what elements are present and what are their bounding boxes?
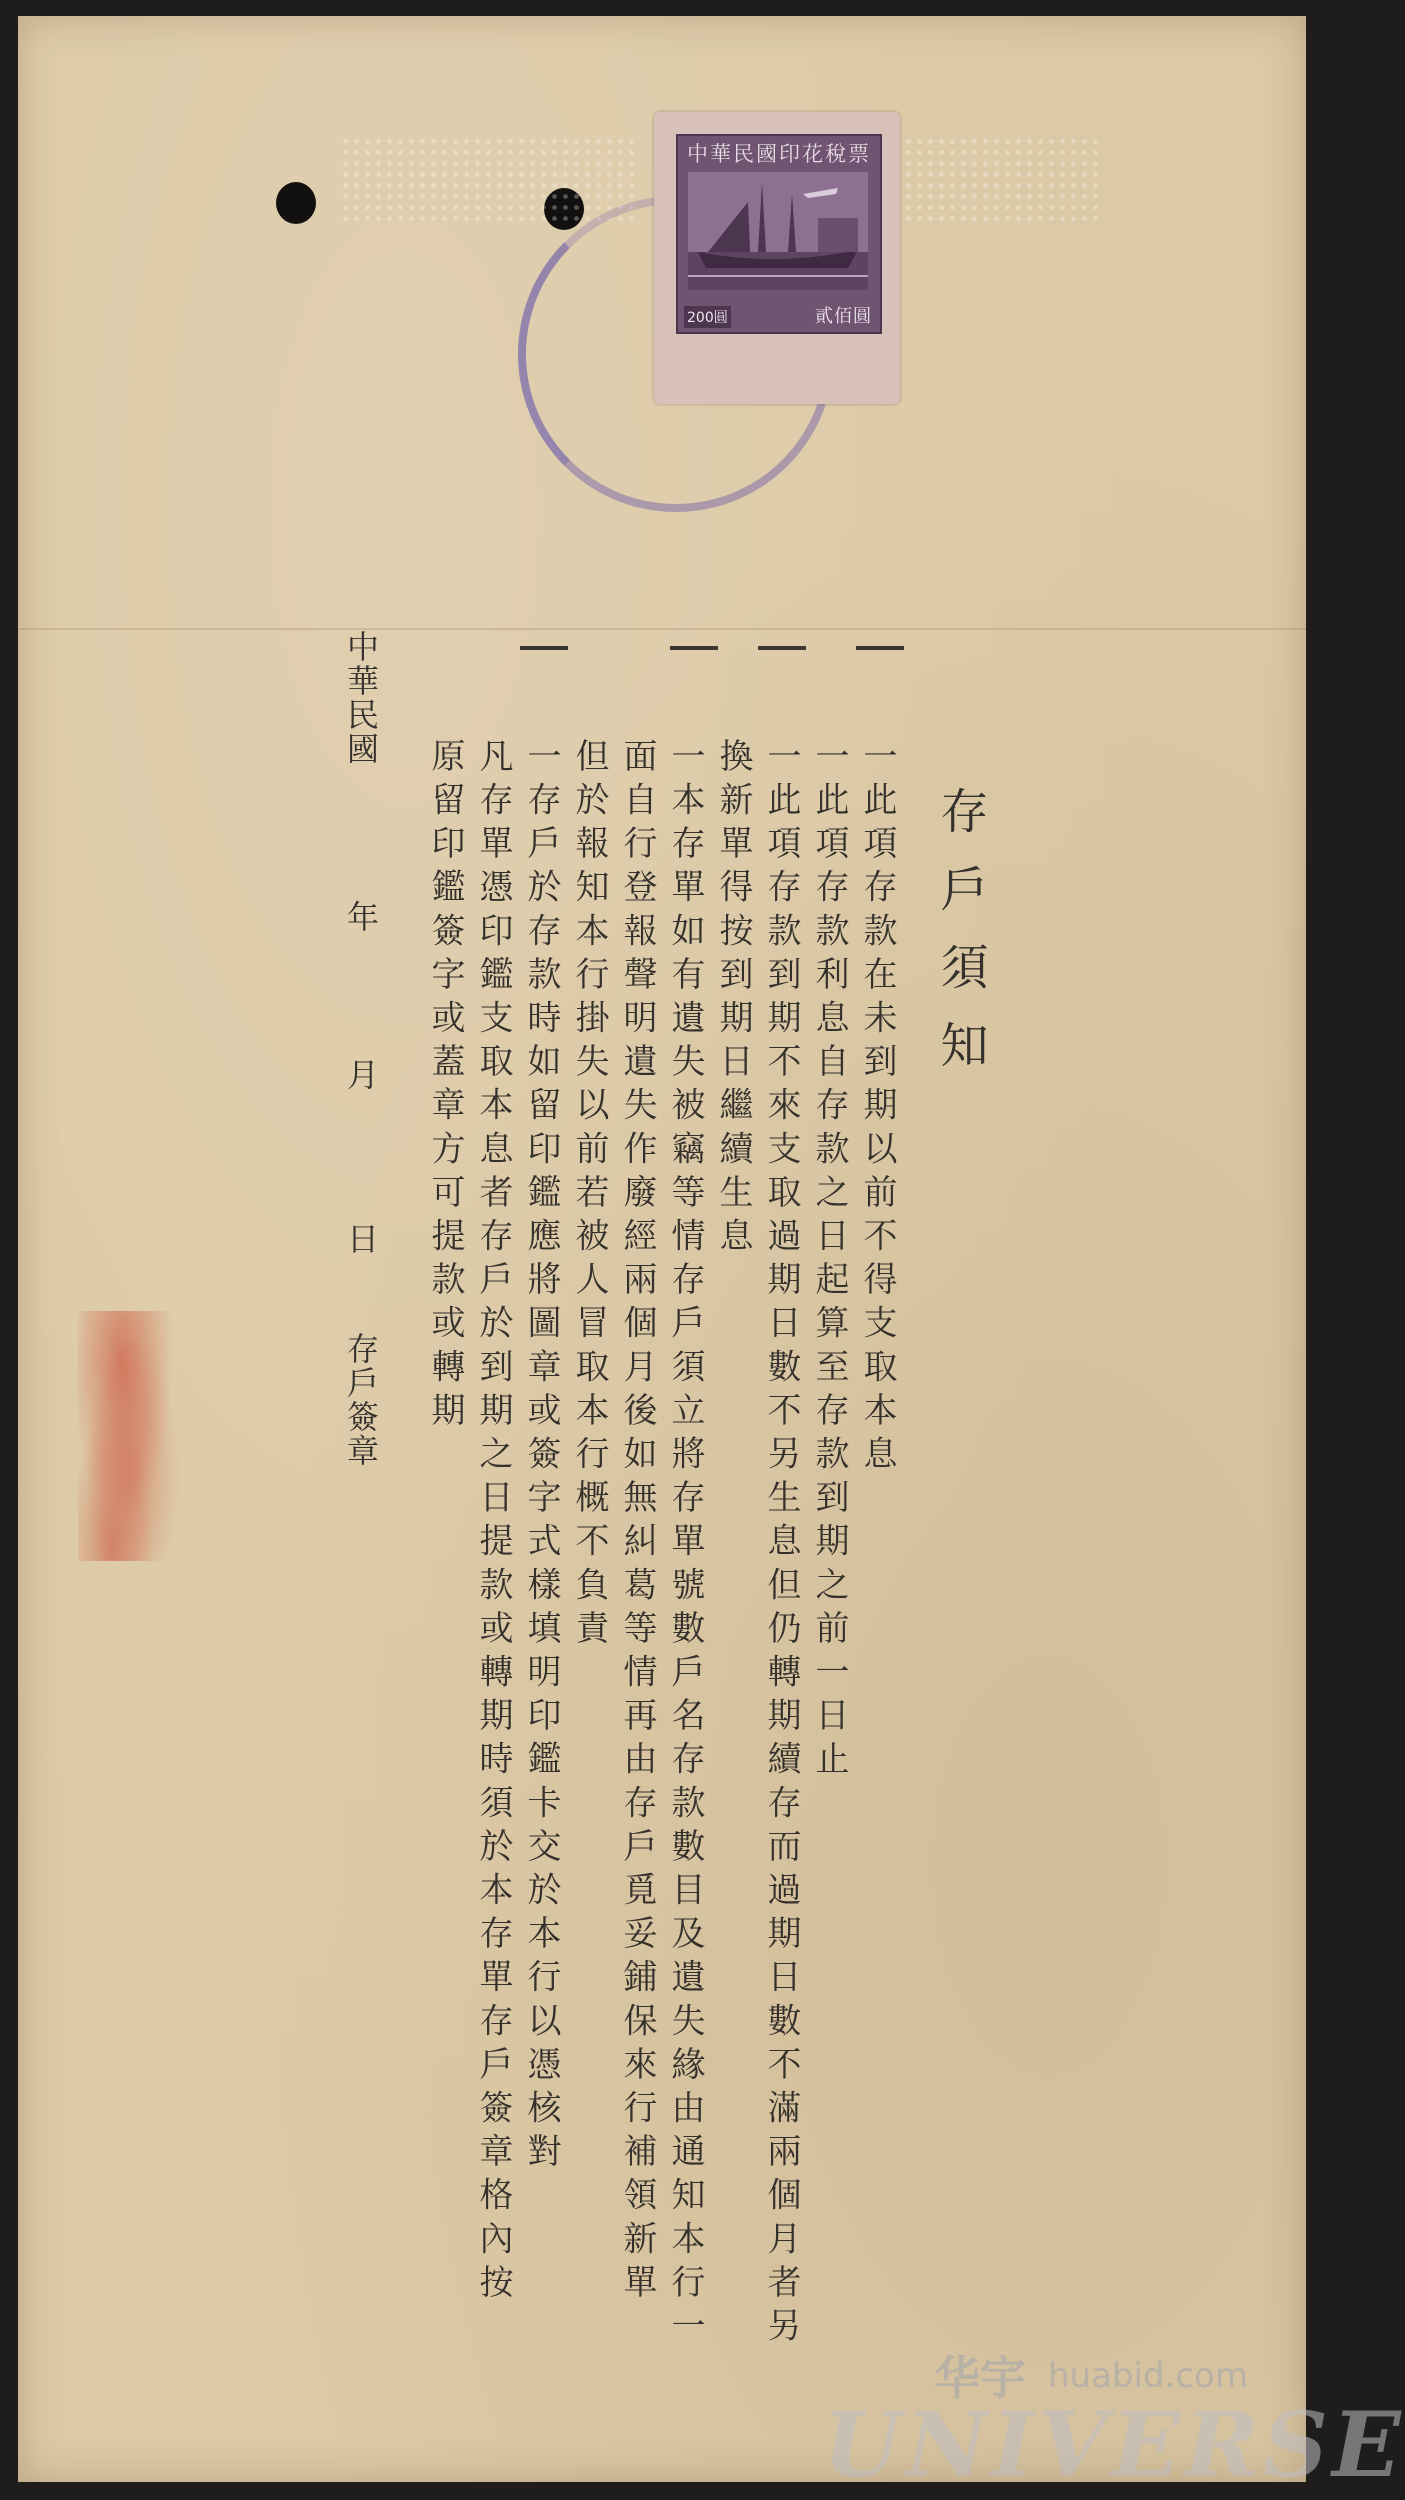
stamp-frame	[676, 134, 882, 334]
notice-line-4: 換新單得按到期日繼續生息	[713, 738, 753, 1262]
stamp-title: 中華民國印花稅票	[687, 142, 871, 166]
notice-line-2: 一此項存款利息自存款之日起算至存款到期之前一日止	[809, 738, 849, 1785]
item-dash	[856, 646, 904, 650]
notice-title: 存戶須知	[932, 786, 988, 1098]
notice-line-8: 一存戶於存款時如留印鑑應將圖章或簽字式樣填明印鑑卡交於本行以憑核對	[521, 738, 561, 2177]
notice-line-1: 一此項存款在未到期以前不得支取本息	[857, 738, 897, 1480]
watermark-brand: UNIVERSE	[823, 2392, 1405, 2498]
stamp-ship-scene	[688, 172, 868, 290]
stamp-denomination: 200圓	[684, 306, 731, 328]
notice-line-10: 原留印鑑簽字或蓋章方可提款或轉期	[425, 738, 465, 1436]
notice-line-6: 面自行登報聲明遺失作廢經兩個月後如無糾葛等情再由存戶覓妥鋪保來行補領新單	[617, 738, 657, 2308]
watermark-chinese: 华宇	[934, 2351, 1026, 2405]
item-dash	[758, 646, 806, 650]
perforation-marks	[892, 136, 1102, 226]
notice-line-7: 但於報知本行掛失以前若被人冒取本行概不負責	[569, 738, 609, 1654]
ship-illustration	[688, 172, 868, 290]
signature-year: 年	[342, 900, 380, 932]
signature-month: 月	[342, 1058, 380, 1090]
notice-line-9: 凡存單憑印鑑支取本息者存戶於到期之日提款或轉期時須於本存單存戶簽章格內按	[473, 738, 513, 2308]
revenue-stamp	[654, 112, 900, 404]
item-dash	[670, 646, 718, 650]
signature-era: 中華民國	[342, 630, 380, 766]
watermark-url: huabid.com	[1048, 2356, 1248, 2396]
item-dash	[520, 646, 568, 650]
deposit-notice-document	[18, 16, 1405, 2498]
signature-day: 日	[342, 1222, 380, 1254]
perforation-marks	[340, 136, 636, 226]
notice-line-5: 一本存單如有遺失被竊等情存戶須立將存單號數戶名存款數目及遺失緣由通知本行一	[665, 738, 705, 2352]
signature-signer-label: 存戶簽章	[342, 1332, 380, 1468]
fold-crease	[18, 628, 1306, 630]
notice-line-3: 一此項存款到期不來支取過期日數不另生息但仍轉期續存而過期日數不滿兩個月者另	[761, 738, 801, 2352]
punch-hole	[276, 182, 316, 224]
stamp-value-chinese: 貳佰圓	[815, 306, 872, 327]
red-seal-smudge	[78, 1311, 188, 1561]
